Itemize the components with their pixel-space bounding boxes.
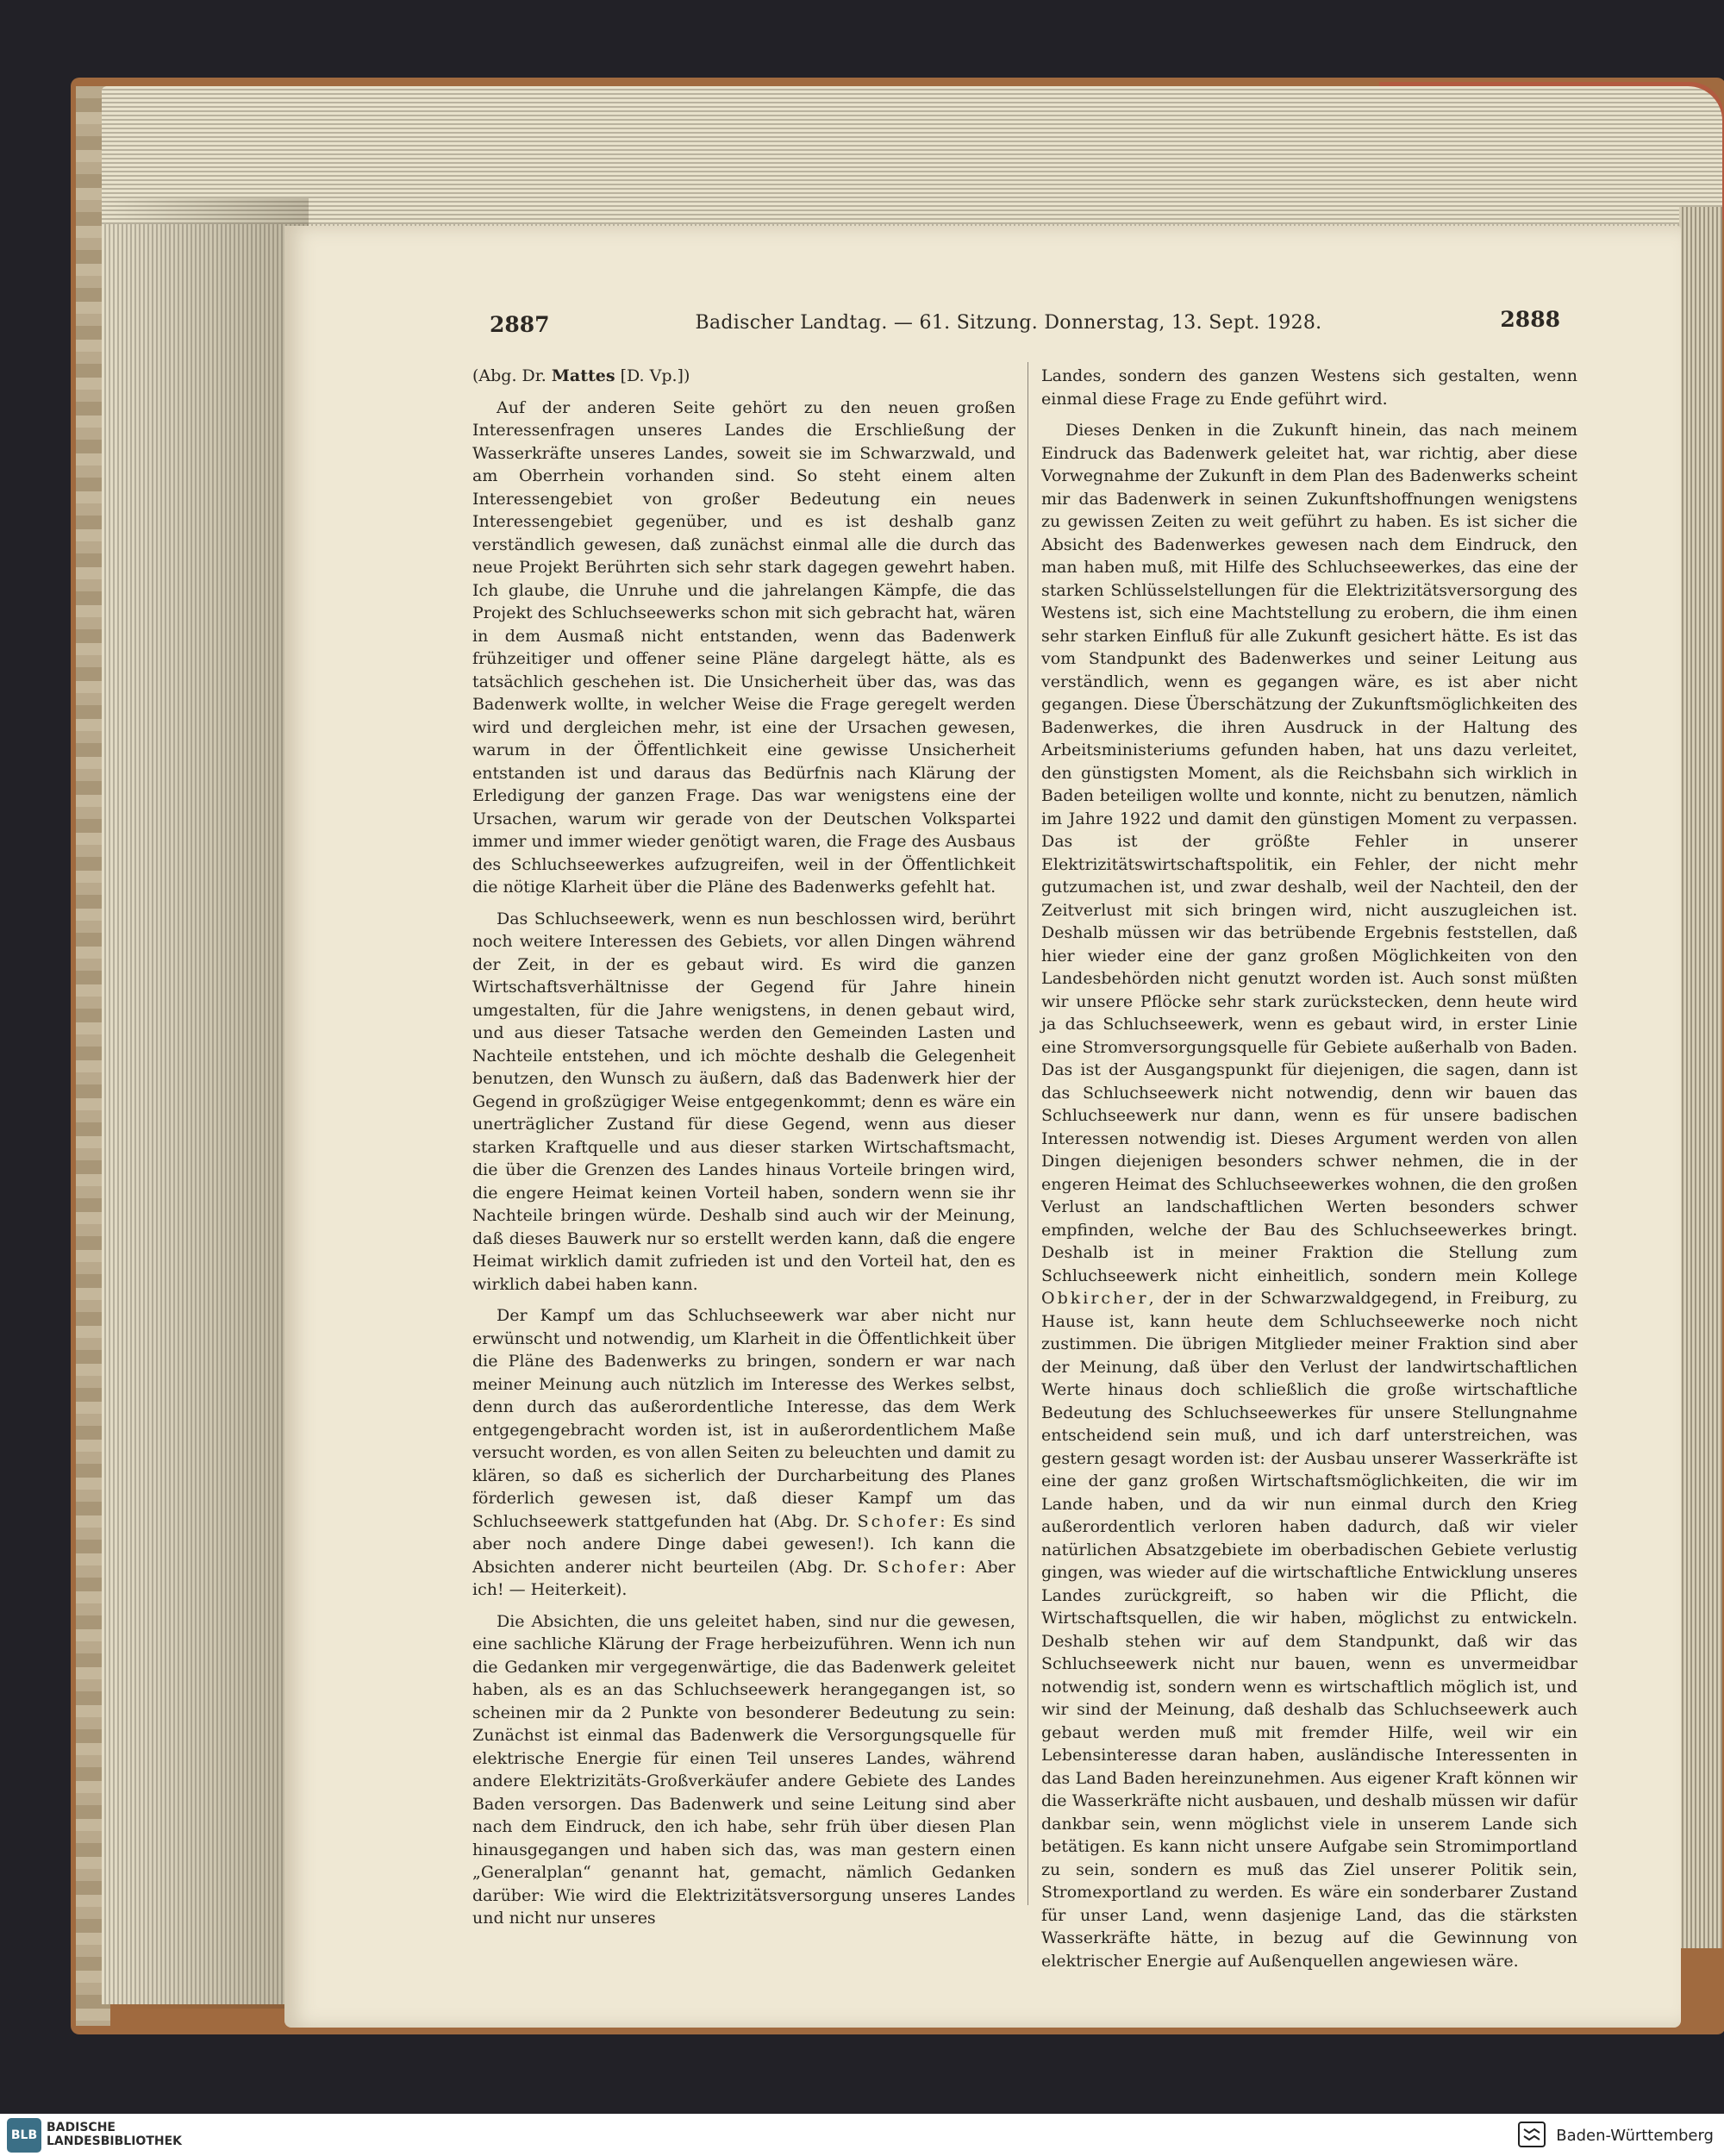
viewer-footer	[0, 2114, 1724, 2156]
paragraph: Das Schluchseewerk, wenn es nun beschlossen wird, berührt noch weitere Interessen des Gebiets, vor allen Dingen während der Zeit, in der es gebaut wird. Es wird die ganzen Wirtschaftsverhältnisse der Gegend für Jahre hinein umgestalten, für die Jahre wenigstens, in denen gebaut wird, und aus dieser Tatsache werden den Gemeinden Lasten und Nachteile entstehen, und ich möchte deshalb die Gelegenheit benutzen, den Wunsch zu äußern, daß das Badenwerk hier der Gegend in großzügiger Weise entgegenkommt; denn es wäre ein unerträglicher Zustand für diese Gegend, wenn aus dieser starken Kraftquelle und aus dieser starken Wirtschaftsmacht, die über die Grenzen des Landes hinaus Vorteile bringen wird, die engere Heimat keinen Vorteil haben, sondern wenn sie ihr Nachteile bringen würde. Deshalb sind auch wir der Meinung, daß dieses Bauwerk nur so erstellt werden kann, daß die engere Heimat wirklich damit zufrieden ist und den Vorteil hat, den es wirklich dabei haben kann.	[472, 909, 1015, 1294]
spaced-name: Schofer	[857, 1511, 940, 1531]
page-stack-top	[102, 86, 1722, 224]
speaker-line: (Abg. Dr. Mattes [D. Vp.])	[472, 366, 690, 385]
page-stack-right	[1679, 207, 1722, 1948]
blb-logo-icon: BLB	[7, 2118, 41, 2153]
page-header	[457, 307, 1560, 347]
paragraph: Auf der anderen Seite gehört zu den neuen großen Interessenfragen unseres Landes die Erschließung der Wasserkräfte unseres Landes, soweit sie im Schwarzwald, und am Oberrhein vorhanden sind. So steht einem alten Interessengebiet von großer Bedeutung ein neues Interessengebiet gegenüber, und es ist deshalb ganz verständlich gewesen, daß zunächst einmal alle die durch das neue Projekt Berührten sich sehr stark dagegen gewehrt haben. Ich glaube, die Unruhe und die jahrelangen Kämpfe, die das Projekt des Schluchseewerks schon mit sich gebracht hat, wären in dem Ausmaß nicht entstanden, wenn das Badenwerk frühzeitiger und offener seine Pläne dargelegt hätte, als es tatsächlich geschehen ist. Die Unsicherheit über das, was das Badenwerk wollte, in welcher Weise die Frage geregelt werden wird und dergleichen mehr, ist eine der Ursachen gewesen, warum in der Öffentlichkeit eine gewisse Unsicherheit entstanden ist und daraus das Bedürfnis nach Klärung der Erledigung der ganzen Frage. Das war wenigstens eine der Ursachen, warum wir gerade von der Deutschen Volkspartei immer und immer wieder genötigt waren, die Frage des Ausbaus des Schluchseewerkes aufzugreifen, weil in der Öffentlichkeit die nötige Klarheit über die Pläne des Badenwerks gefehlt hat.	[472, 397, 1015, 897]
paragraph: Der Kampf um das Schluchseewerk war aber nicht nur erwünscht und notwendig, um Klarheit in die Öffentlichkeit über die Pläne des Badenwerks zu bringen, sondern er war nach meiner Meinung auch nützlich im Interesse des Werkes selbst, denn durch das außerordentliche Interesse, das dem Werk entgegengebracht worden ist, ist in außerordentlichem Maße versucht worden, es von allen Seiten zu beleuchten und damit zu klären, so daß es sicherlich der Durcharbeitung des Planes förderlich gewesen ist, daß dieser Kampf um das Schluchseewerk stattgefunden hat (Abg. Dr. Schofer: Es sind aber noch andere Dinge dabei gewesen!). Ich kann die Absichten anderer nicht beurteilen (Abg. Dr. Schofer: Aber ich! — Heiterkeit).	[472, 1306, 1016, 1599]
library-name: BADISCHE LANDESBIBLIOTHEK	[47, 2121, 183, 2148]
page-number-right: 2888	[1500, 307, 1560, 332]
state-coat-of-arms-icon	[1517, 2121, 1546, 2148]
speaker-name: Mattes	[551, 366, 615, 385]
paragraph: Die Absichten, die uns geleitet haben, sind nur die gewesen, eine sachliche Klärung der Frage herbeizuführen. Wenn ich nun die Gedanken mir vergegenwärtige, die das Badenwerk geleitet haben, als es an das Schluchseewerk herangegangen ist, so scheinen mir da 2 Punkte von besonderer Bedeutung zu sein: Zunächst ist einmal das Badenwerk die Versorgungsquelle für elektrische Energie für einen Teil unseres Landes, während andere Elektrizitäts-Großverkäufer andere Gebiete des Landes Baden versorgen. Das Badenwerk und seine Leitung sind aber nach dem Eindruck, den ich habe, sehr früh über diesen Plan hinausgegangen und haben sich das, was man gestern einen „Generalplan“ genannt hat, gemacht, nämlich Gedanken darüber: Wie wird die Elektrizitätsversorgung unseres Landes und nicht nur unseres	[472, 1611, 1015, 1928]
paragraph: Landes, sondern des ganzen Westens sich gestalten, wenn einmal diese Frage zu Ende geführt wird.	[1041, 366, 1577, 409]
page-number-left: 2887	[490, 312, 550, 337]
running-title: Badischer Landtag. — 61. Sitzung. Donnerstag, 13. Sept. 1928.	[695, 312, 1322, 334]
spaced-name: Schofer	[878, 1557, 960, 1577]
spaced-name: Obkircher	[1041, 1289, 1149, 1308]
left-column	[472, 365, 1015, 1939]
spine-shadow	[102, 198, 309, 2009]
paragraph: Dieses Denken in die Zukunft hinein, das nach meinem Eindruck das Badenwerk geleitet hat, war richtig, aber diese Vorwegnahme der Zukunft in dem Plan des Badenwerks scheint mir das Badenwerk in seinen Zukunftshoffnungen wenigstens zu gewissen Zeiten zu weit geführt zu haben. Es ist sicher die Absicht des Badenwerkes gewesen nach dem Eindruck, den man haben muß, mit Hilfe des Schluchseewerkes, das eine der starken Schlüsselstellungen für die Elektrizitätsversorgung des Westens ist, sich eine Machtstellung zu erobern, die ihm einen sehr starken Einfluß für alle Zukunft gesichert hätte. Es ist das vom Standpunkt des Badenwerkes und seiner Leitung aus verständlich, wenn es gegangen wäre, es ist aber nicht gegangen. Diese Überschätzung der Zukunftsmöglichkeiten des Badenwerkes, die ihren Ausdruck in der Haltung des Arbeitsministeriums gefunden haben, hat uns dazu verleitet, den günstigsten Moment, als die Reichsbahn sich wirklich in Baden beteiligen wollte und konnte, nicht zu benutzen, nämlich im Jahre 1922 und damit den günstigen Moment zu verpassen. Das ist der größte Fehler in unserer Elektrizitätswirtschaftspolitik, ein Fehler, der nicht mehr gutzumachen ist, und zwar deshalb, weil der Nachteil, den der Zeitverlust mit sich bringen wird, nicht auszugleichen ist. Deshalb müssen wir das betrübende Ergebnis feststellen, daß hier wieder eine der ganz großen Möglichkeiten von den Landesbehörden nicht genutzt worden ist. Auch sonst müßten wir unsere Pflöcke sehr stark zurückstecken, denn heute wird ja das Schluchseewerk, wenn es gebaut wird, in erster Linie eine Stromversorgungsquelle für Gebiete außerhalb von Baden. Das ist der Ausgangspunkt für diejenigen, die sagen, dann ist das Schluchseewerk nicht notwendig, denn wir bauen das Schluchseewerk nur dann, wenn es für unsere badischen Interessen notwendig ist. Dieses Argument werden von allen Dingen diejenigen besonders schwer nehmen, die in der engeren Heimat des Schluchseewerkes wohnen, die den großen Verlust an landschaftlichen Werten besonders schwer empfinden, welche der Bau des Schluchseewerkes bringt. Deshalb ist in meiner Fraktion die Stellung zum Schluchseewerk nicht einheitlich, sondern mein Kollege Obkircher, der in der Schwarzwaldgegend, in Freiburg, zu Hause ist, kann heute dem Schluchseewerke noch nicht zustimmen. Die übrigen Mitglieder meiner Fraktion sind aber der Meinung, daß über den Verlust der landwirtschaftlichen Werte hinaus doch schließlich die große wirtschaftliche Bedeutung des Schluchseewerkes für unsere Stellungnahme entscheidend sein muß, und ich darf unterstreichen, was gestern gesagt worden ist: der Ausbau unserer Wasserkräfte ist eine der ganz großen Wirtschaftsmöglichkeiten, die wir im Lande haben, und da wir nun einmal durch den Krieg außerordentlich verloren haben dadurch, daß wir vieler natürlichen Absatzgebiete im oberbadischen Gebiete verlustig gingen, was wieder auf die wirtschaftliche Entwicklung unseres Landes zurückgreift, so haben wir die Pflicht, die Wirtschaftsquellen, die wir haben, möglichst zu entwickeln. Deshalb stehen wir auf dem Standpunkt, daß wir das Schluchseewerk nicht nur bauen, wenn es unvermeidbar notwendig ist, sondern wenn es wirtschaftlich möglich ist, und wir sind der Meinung, daß deshalb das Schluchseewerk auch gebaut werden muß mit fremder Hilfe, weil wir ein Lebensinteresse daran haben, ausländische Interessenten in das Land Baden hereinzunehmen. Aus eigener Kraft können wir die Wasserkräfte nicht ausbauen, und deshalb müssen wir dafür dankbar sein, wenn möglichst viele in unserem Lande sich betätigen. Es kann nicht unsere Aufgabe sein Stromimportland zu sein, sondern es muß das Ziel unserer Politik sein, Stromexportland zu werden. Es wäre ein sonderbarer Zustand für unser Land, wenn dasjenige Land, das die stärksten Wasserkräfte hätte, in bezug auf die Gewinnung von elektrischer Energie auf Außenquellen angewiesen wäre.	[1041, 421, 1577, 1971]
right-column	[1041, 365, 1577, 1981]
state-name: Baden-Württemberg	[1556, 2127, 1714, 2145]
